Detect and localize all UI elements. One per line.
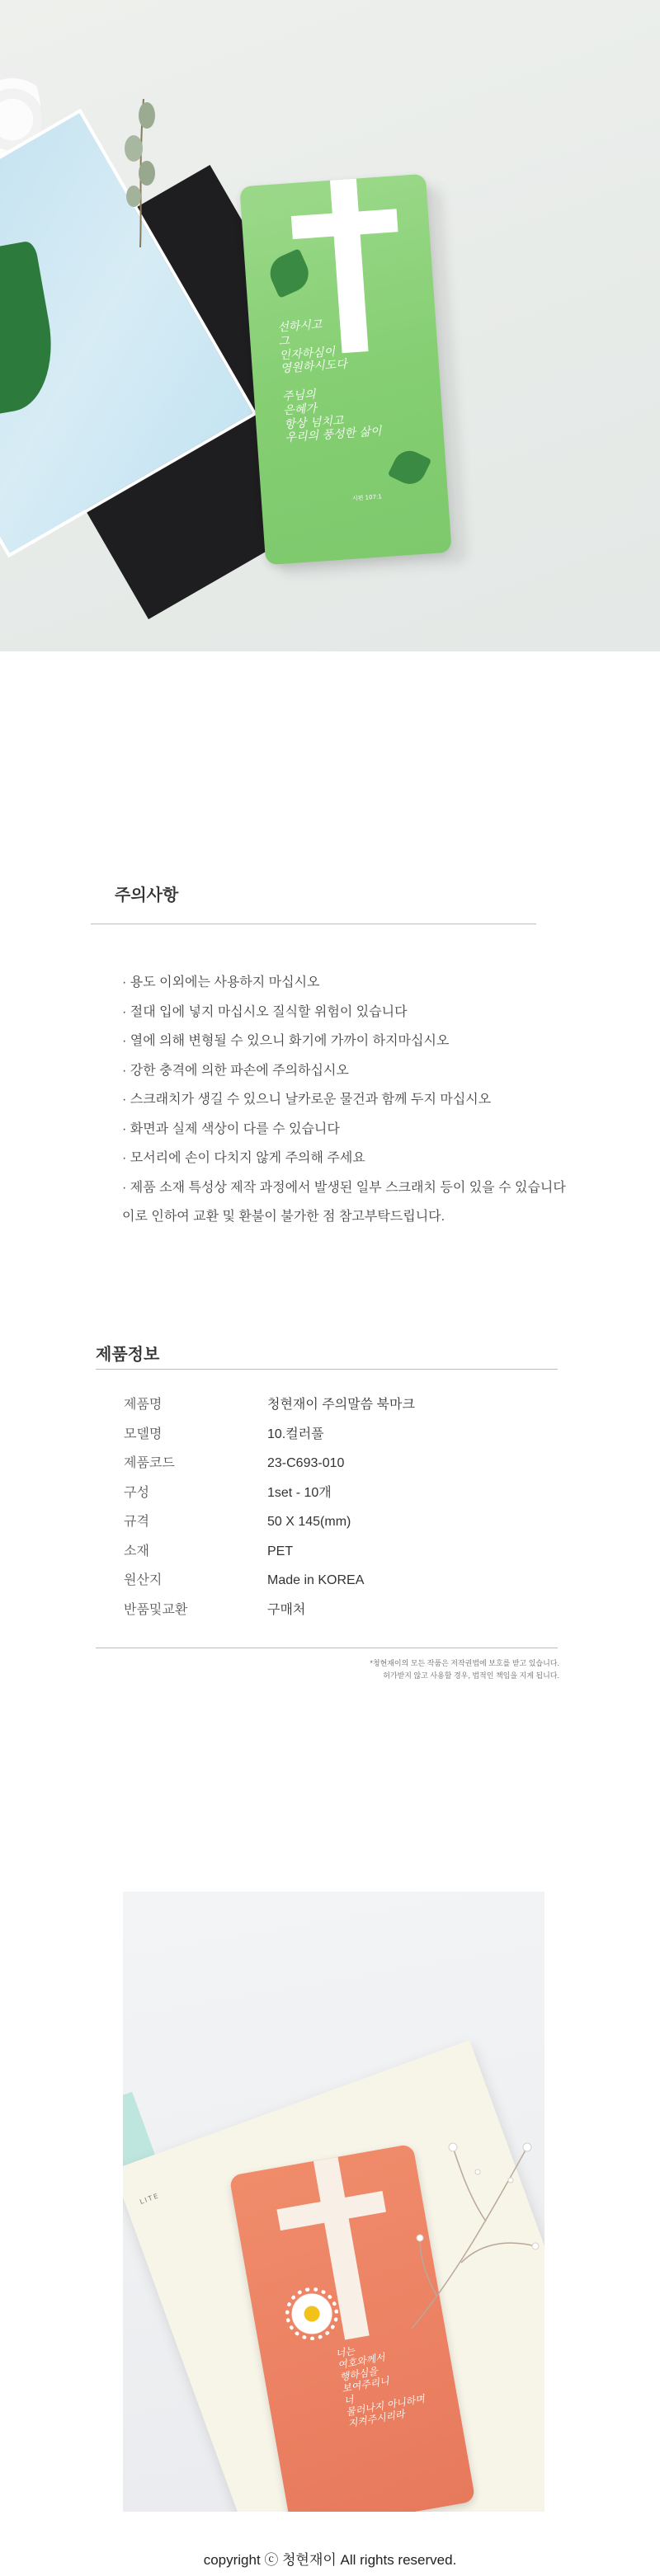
eucalyptus-sprig-icon xyxy=(124,91,157,247)
caution-list xyxy=(122,968,634,1202)
table-row xyxy=(124,1507,536,1537)
product-info-title: 제품정보 xyxy=(96,1346,160,1364)
notebook-label: LITE xyxy=(139,2192,161,2206)
info-key: 모델명 xyxy=(124,1427,163,1441)
list-item: · 화면과 실제 색상이 다를 수 있습니다 xyxy=(122,1121,340,1136)
caution-tail-text: 이로 인하여 교환 및 환불이 불가한 점 참고부탁드립니다. xyxy=(122,1210,446,1224)
bookmark-verse-reference: 시편 107:1 xyxy=(351,493,383,502)
info-value: 10.컬러풀 xyxy=(267,1427,324,1441)
info-value: 50 X 145(mm) xyxy=(267,1515,351,1529)
detail-product-photo xyxy=(123,1892,544,2512)
info-key: 구성 xyxy=(124,1485,149,1500)
info-value: 청현재이 주의말씀 북마크 xyxy=(267,1398,415,1412)
table-row xyxy=(124,1449,536,1478)
table-row xyxy=(124,1537,536,1567)
bookmark-verse-text: 선하시고 그 인자하심이 영원하시도다 주님의 은혜가 항상 넘치고 우리의 풍성한 삶이 xyxy=(276,317,383,445)
list-item: · 스크래치가 생길 수 있으니 날카로운 물건과 함께 두지 마십시오 xyxy=(122,1093,492,1107)
info-key: 반품및교환 xyxy=(124,1602,188,1617)
copyright-notice-line: 허가받지 않고 사용할 경우, 법적인 책임을 지게 됩니다. xyxy=(383,1671,559,1680)
list-item: · 강한 충격에 의한 파손에 주의하십시오 xyxy=(122,1063,349,1078)
info-key: 규격 xyxy=(124,1515,149,1529)
product-info-divider xyxy=(96,1369,558,1370)
cross-horizontal xyxy=(291,209,398,239)
info-value: 1set - 10개 xyxy=(267,1485,332,1500)
info-key: 소재 xyxy=(124,1544,149,1558)
list-item: · 절대 입에 넣지 마십시오 질식할 위험이 있습니다 xyxy=(122,1004,408,1019)
dried-flower-twig-icon xyxy=(403,2122,544,2337)
leaf-icon xyxy=(388,445,431,489)
info-value: Made in KOREA xyxy=(267,1573,365,1587)
table-row xyxy=(124,1566,536,1596)
info-key: 원산지 xyxy=(124,1573,163,1587)
info-key: 제품코드 xyxy=(124,1456,175,1470)
copyright-notice-line: *청현재이의 모든 작품은 저작권법에 보호를 받고 있습니다. xyxy=(370,1659,559,1667)
list-item: · 모서리에 손이 다치지 않게 주의해 주세요 xyxy=(122,1151,365,1165)
footer-copyright: copyright ⓒ 청현재이 All rights reserved. xyxy=(203,2552,457,2568)
table-row xyxy=(124,1420,536,1450)
table-row xyxy=(124,1596,536,1625)
hero-product-photo xyxy=(0,0,660,651)
table-row xyxy=(124,1478,536,1508)
leaf-icon xyxy=(264,248,314,298)
product-info-table xyxy=(124,1390,536,1624)
info-key: 제품명 xyxy=(124,1398,163,1412)
green-bookmark xyxy=(239,174,452,566)
info-value: 23-C693-010 xyxy=(267,1456,345,1470)
info-value: PET xyxy=(267,1544,294,1558)
list-item: · 용도 이외에는 사용하지 마십시오 xyxy=(122,975,320,990)
copyright-notice xyxy=(248,1657,559,1682)
caution-title: 주의사항 xyxy=(115,886,179,905)
table-row xyxy=(124,1390,536,1420)
info-value: 구매처 xyxy=(267,1602,306,1617)
list-item: · 제품 소재 특성상 제작 과정에서 발생된 일부 스크래치 등이 있을 수 있습니다 xyxy=(122,1180,566,1195)
list-item: · 열에 의해 변형될 수 있으니 화기에 가까이 하지마십시오 xyxy=(122,1034,450,1048)
bookmark-verse-text: 너는 여호와께서 행하심을 보여주리니 너 물러나지 아니하며 지켜주시리라 xyxy=(334,2344,426,2430)
